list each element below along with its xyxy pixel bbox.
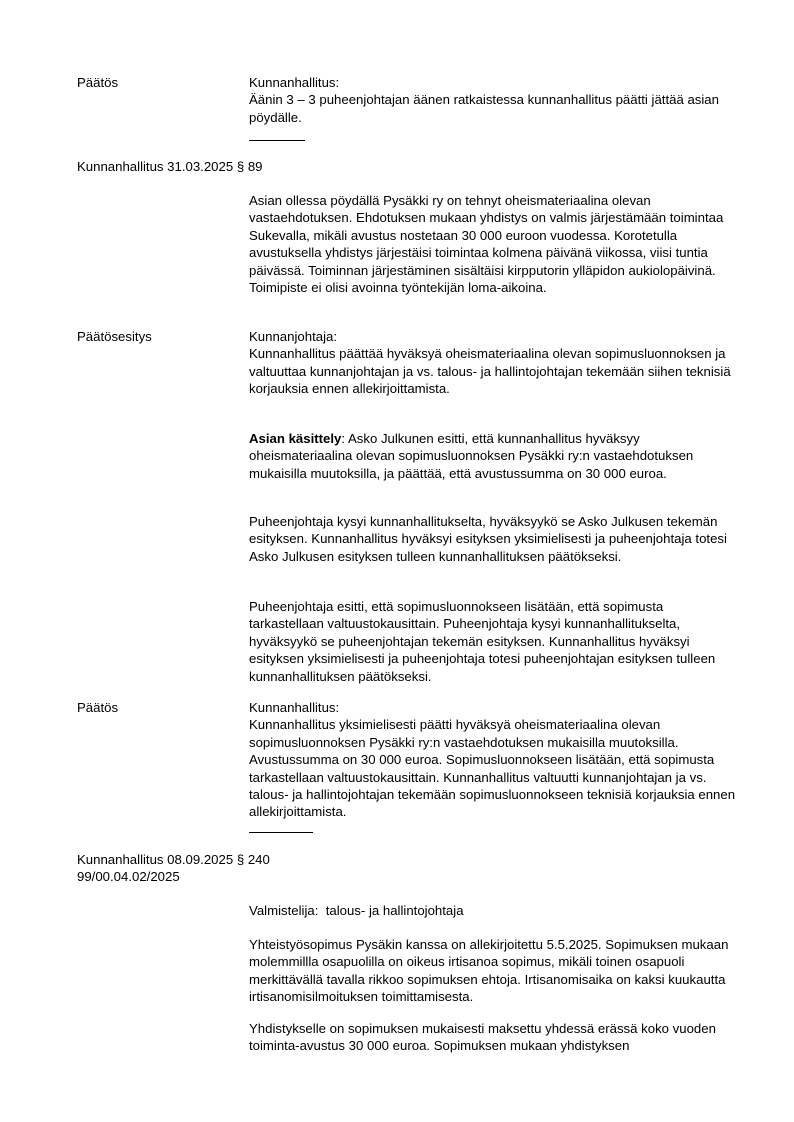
decision-text-1: Äänin 3 – 3 puheenjohtajan äänen ratkaistessa kunnanhallitus päätti jättää asian pöydälle.	[249, 92, 719, 125]
proposal-section	[249, 328, 737, 398]
decision-section-2	[249, 699, 737, 821]
meeting-heading-2: Kunnanhallitus 08.09.2025 § 240	[77, 852, 270, 867]
handling-text: : Asko Julkunen esitti, että kunnanhallitus hyväksyy oheismateriaalina olevan sopimusluonnoksen Pysäkki ry:n vastaehdotuksen mukaisilla muutoksilla, ja päättää, että avustussumma on 30 000 euroa.	[249, 431, 694, 481]
section-divider-1	[249, 140, 305, 141]
decision-section-1	[249, 74, 737, 126]
handling-paragraph	[249, 430, 737, 482]
decision-heading-1: Kunnanhallitus:	[249, 75, 340, 90]
contract-paragraph-1: Yhteistyösopimus Pysäkin kanssa on allekirjoitettu 5.5.2025. Sopimuksen mukaan molemmillla osapuolilla on oikeus irtisanoa sopimus, mikäli toinen osapuoli merkittävällä tavalla rikkoo sopimuksen ehtoja. Irtisanomisaika on kaksi kuukautta irtisanomisilmoituksen toimittamisesta.	[249, 937, 729, 1005]
case-reference: 99/00.04.02/2025	[77, 869, 180, 884]
section-divider-2	[249, 832, 313, 833]
decision-text-2: Kunnanhallitus yksimielisesti päätti hyväksyä oheismateriaalina olevan sopimusluonnoksen Pysäkki ry:n vastaehdotuksen mukaisilla muutoksilla. Avustussumma on 30 000 euroa. Sopimusluonnokseen lisätään, että sopimusta tarkastellaan valtuustokausittain. Kunnanhallitus valtuutti kunnanjohtajan ja vs. talous- ja hallintojohtajan tekemään sopimusluonnokseen teknisiä korjauksia ennen allekirjoittamista.	[249, 717, 736, 820]
decision-label-1: Päätös	[77, 75, 119, 90]
contract-paragraph-2: Yhdistykselle on sopimuksen mukaisesti maksettu yhdessä erässä koko vuoden toiminta-avustus 30 000 euroa. Sopimuksen mukaan yhdistyksen	[249, 1021, 716, 1054]
handling-paragraph-2: Puheenjohtaja kysyi kunnanhallitukselta, hyväksyykö se Asko Julkusen tekemän esityksen. Kunnanhallitus hyväksyi esityksen yksimielisesti ja puheenjohtaja totesi Asko Julkusen esityksen tulleen kunnanhallituksen päätökseksi.	[249, 514, 727, 564]
decision-label-2: Päätös	[77, 700, 119, 715]
proposal-label: Päätösesitys	[77, 329, 152, 344]
background-paragraph: Asian ollessa pöydällä Pysäkki ry on tehnyt oheismateriaalina olevan vastaehdotuksen. Ehdotuksen mukaan yhdistys on valmis järjestämään toimintaa Sukevalla, mikäli avustus nostetaan 30 000 euroon vuodessa. Korotetulla avustuksella yhdistys järjestäisi toimintaa kolmena päivänä viikossa, viisi tuntia päivässä. Toiminnan järjestäminen sisältäisi kirpputorin ylläpidon aukiolopäivinä. Toimipiste ei olisi avoinna työntekijän loma-aikoina.	[249, 193, 724, 296]
handling-paragraph-3: Puheenjohtaja esitti, että sopimusluonnokseen lisätään, että sopimusta tarkastellaan valtuustokausittain. Puheenjohtaja kysyi kunnanhallitukselta, hyväksyykö se puheenjohtajan tekemän esityksen. Kunnanhallitus hyväksyi esityksen yksimielisesti ja puheenjohtaja totesi puheenjohtajan esityksen tulleen kunnanhallituksen päätökseksi.	[249, 599, 716, 684]
decision-heading-2: Kunnanhallitus:	[249, 700, 340, 715]
proposal-text: Kunnanhallitus päättää hyväksyä oheismateriaalina olevan sopimusluonnoksen ja valtuuttaa kunnanjohtajan ja vs. talous- ja hallintojohtajan tekemään siihen teknisiä korjauksia ennen allekirjoittamista.	[249, 346, 731, 397]
handling-title: Asian käsittely	[249, 431, 342, 446]
meeting-heading-1: Kunnanhallitus 31.03.2025 § 89	[77, 159, 263, 174]
proposal-heading: Kunnanjohtaja:	[249, 329, 337, 344]
preparer-line: Valmistelija: talous- ja hallintojohtaja	[249, 903, 464, 918]
